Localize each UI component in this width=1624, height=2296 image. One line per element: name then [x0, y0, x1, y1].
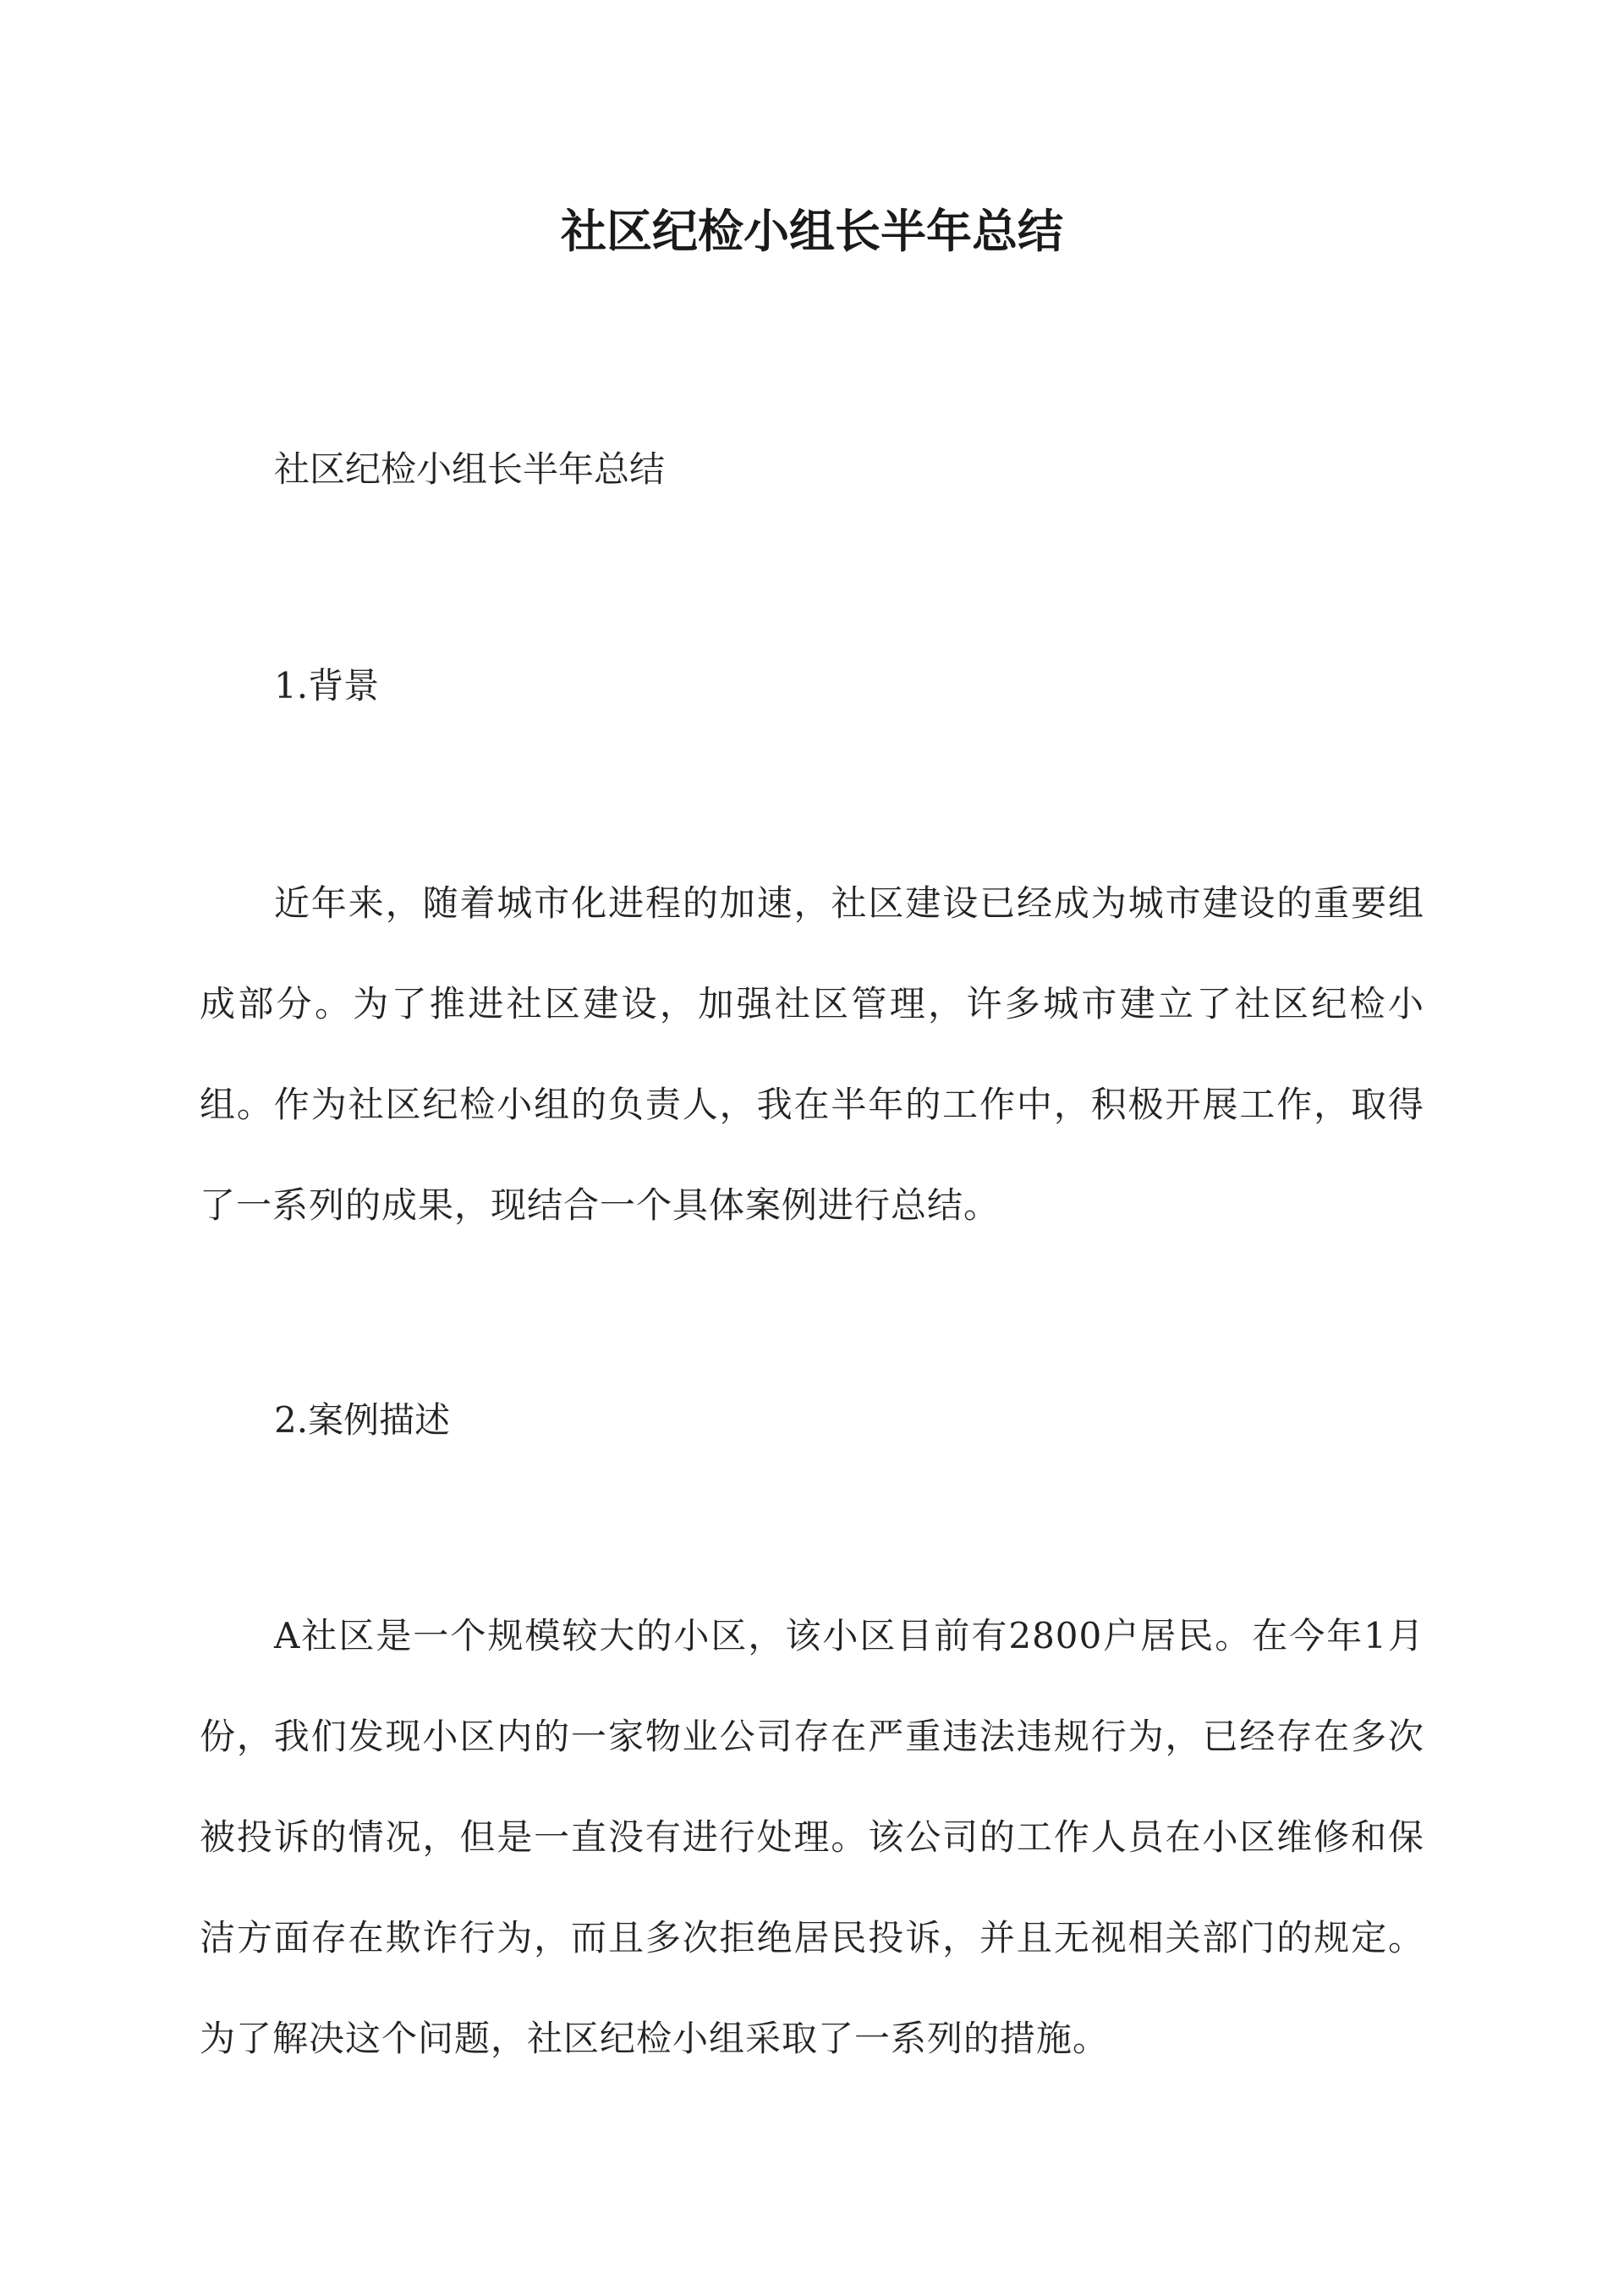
section-heading-case-description: 2.案例描述 — [274, 1399, 451, 1441]
section-paragraph-background: 近年来，随着城市化进程的加速，社区建设已经成为城市建设的重要组成部分。为了推进社区建设，加强社区管理，许多城市建立了社区纪检小组。作为社区纪检小组的负责人，我在半年的工作中，积极开展工作，取得了一系列的成果，现结合一个具体案例进行总结。 — [200, 882, 1424, 1226]
section-paragraph-case-description: A社区是一个规模较大的小区，该小区目前有2800户居民。在今年1月份，我们发现小区内的一家物业公司存在严重违法违规行为，已经存在多次被投诉的情况，但是一直没有进行处理。该公司的工作人员在小区维修和保洁方面存在欺诈行为，而且多次拒绝居民投诉，并且无视相关部门的规定。为了解决这个问题，社区纪检小组采取了一系列的措施。 — [200, 1615, 1424, 2059]
document-subtitle: 社区纪检小组长半年总结 — [274, 448, 666, 490]
section-heading-background: 1.背景 — [274, 665, 380, 706]
document-title: 社区纪检小组长半年总结 — [561, 204, 1063, 258]
